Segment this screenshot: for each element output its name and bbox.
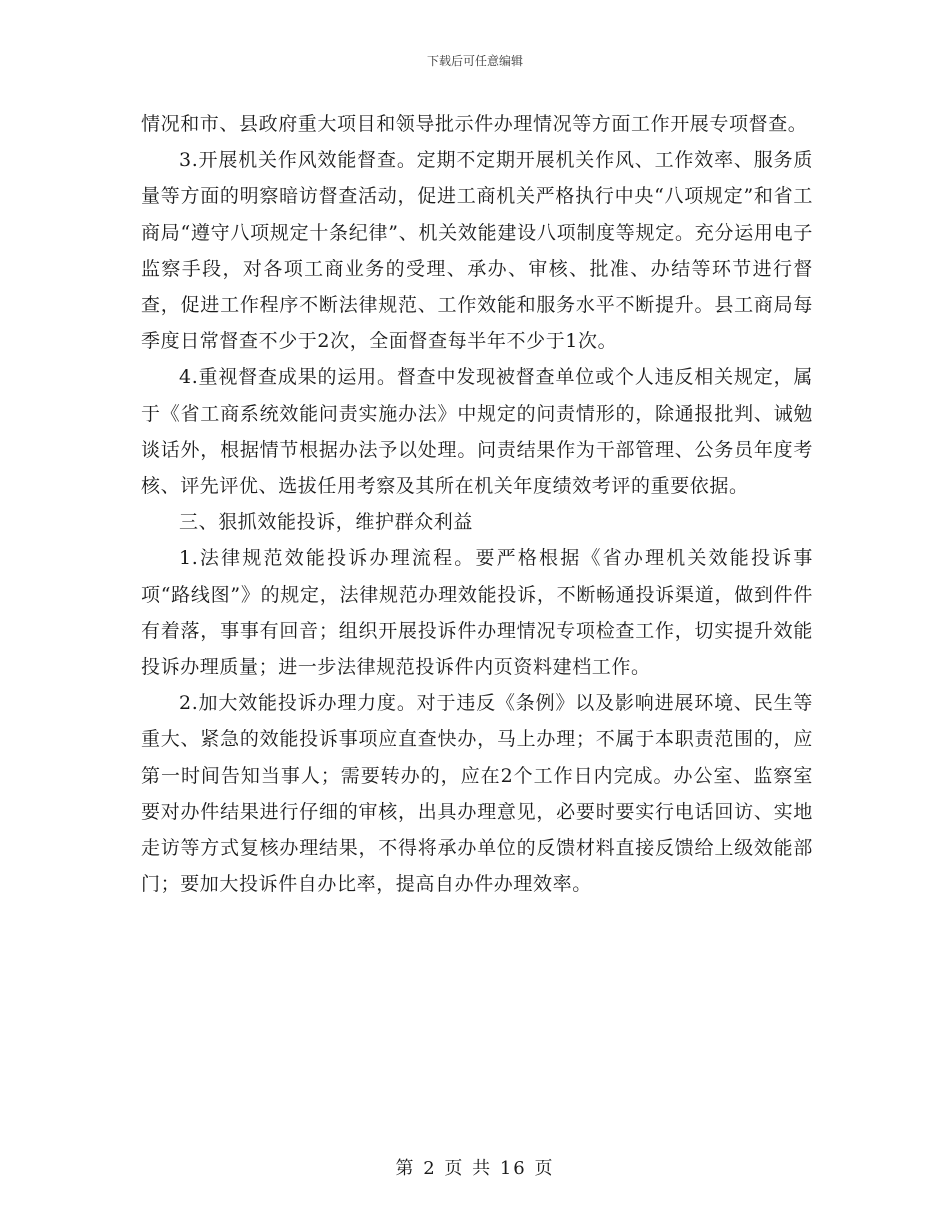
paragraph-item-4: 4.重视督查成果的运用。督查中发现被督查单位或个人违反相关规定，属于《省工商系统效能问责实施办法》中规定的问责情形的，除通报批判、诫勉谈话外，根据情节根据办法予以处理。问责结果作为干部管理、公务员年度考核、评先评优、选拔任用考察及其所在机关年度绩效考评的重要依据。 xyxy=(141,366,813,498)
section-heading-3: 三、狠抓效能投诉，维护群众利益 xyxy=(179,511,474,534)
paragraph-item-1: 1.法律规范效能投诉办理流程。要严格根据《省办理机关效能投诉事项“路线图”》的规定，法律规范办理效能投诉，不断畅通投诉渠道，做到件件有着落，事事有回音；组织开展投诉件办理情况专项检查工作，切实提升效能投诉办理质量；进一步法律规范投诉件内页资料建档工作。 xyxy=(141,547,813,679)
document-body xyxy=(141,106,813,902)
page-number: 第 2 页 共 16 页 xyxy=(395,1158,555,1179)
page-header: 下载后可任意编辑 xyxy=(426,54,523,68)
paragraph-item-2: 2.加大效能投诉办理力度。对于违反《条例》以及影响进展环境、民生等重大、紧急的效能投诉事项应直查快办，马上办理；不属于本职责范围的，应第一时间告知当事人；需要转办的，应在2个工作日内完成。办公室、监察室要对办件结果进行仔细的审核，出具办理意见，必要时要实行电话回访、实地走访等方式复核办理结果，不得将承办单位的反馈材料直接反馈给上级效能部门；要加大投诉件自办比率，提高自办件办理效率。 xyxy=(141,692,813,896)
paragraph-item-3: 3.开展机关作风效能督查。定期不定期开展机关作风、工作效率、服务质量等方面的明察暗访督查活动，促进工商机关严格执行中央“八项规定”和省工商局“遵守八项规定十条纪律”、机关效能建设八项制度等规定。充分运用电子监察手段，对各项工商业务的受理、承办、审核、批准、办结等环节进行督查，促进工作程序不断法律规范、工作效能和服务水平不断提升。县工商局每季度日常督查不少于2次，全面督查每半年不少于1次。 xyxy=(141,149,813,353)
paragraph-continuation: 情况和市、县政府重大项目和领导批示件办理情况等方面工作开展专项督查。 xyxy=(141,113,808,135)
